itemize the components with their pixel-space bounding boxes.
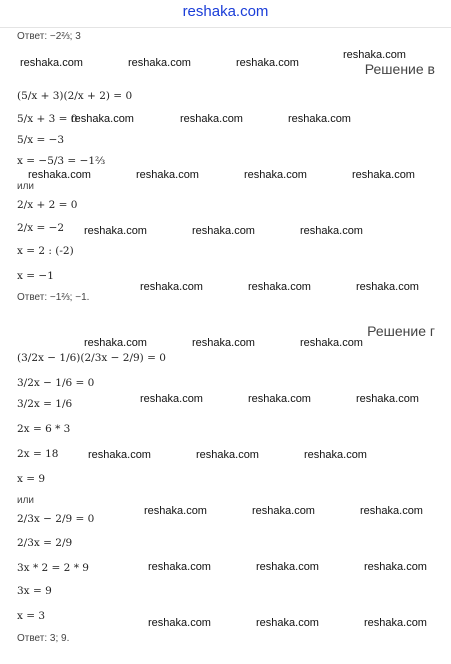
equation-line: x = 2 : (-2) xyxy=(17,245,74,257)
answer-text: Ответ: −1⅔; −1. xyxy=(17,292,90,303)
equation-line: x = 9 xyxy=(17,473,46,485)
equation-line: 2x = 18 xyxy=(17,448,59,460)
equation-line: x = −1 xyxy=(17,270,54,282)
equation-line: 5/x + 3 = 0 xyxy=(17,113,78,125)
equation-line: (5/x + 3)(2/x + 2) = 0 xyxy=(17,90,133,102)
watermark-text: reshaka.com xyxy=(256,617,319,629)
equation-line: 2/3x = 2/9 xyxy=(17,537,73,549)
watermark-text: reshaka.com xyxy=(140,393,203,405)
watermark-text: reshaka.com xyxy=(192,337,255,349)
equation-line: 2/x = −2 xyxy=(17,222,65,234)
answer-text: Ответ: 3; 9. xyxy=(17,633,70,644)
watermark-text: reshaka.com xyxy=(128,57,191,69)
watermark-text: reshaka.com xyxy=(360,505,423,517)
watermark-text: reshaka.com xyxy=(356,393,419,405)
watermark-text: reshaka.com xyxy=(88,449,151,461)
watermark-text: reshaka.com xyxy=(364,561,427,573)
header-divider xyxy=(0,27,451,28)
watermark-text: reshaka.com xyxy=(248,393,311,405)
watermark-text: reshaka.com xyxy=(180,113,243,125)
top-answer: Ответ: −2⅔; 3 xyxy=(17,31,81,42)
watermark-text: reshaka.com xyxy=(252,505,315,517)
watermark-text: reshaka.com xyxy=(196,449,259,461)
watermark-text: reshaka.com xyxy=(192,225,255,237)
section-v-heading: Решение в xyxy=(364,61,435,77)
equation-line: 2/3x − 2/9 = 0 xyxy=(17,513,95,525)
watermark-text: reshaka.com xyxy=(248,281,311,293)
watermark-text: reshaka.com xyxy=(148,617,211,629)
watermark-text: reshaka.com xyxy=(136,169,199,181)
watermark-text: reshaka.com xyxy=(144,505,207,517)
equation-line: 3/2x − 1/6 = 0 xyxy=(17,377,95,389)
watermark-text: reshaka.com xyxy=(148,561,211,573)
equation-line: 5/x = −3 xyxy=(17,134,65,146)
equation-line: 3/2x = 1/6 xyxy=(17,398,73,410)
equation-line: 2/x + 2 = 0 xyxy=(17,199,78,211)
section-g-heading: Решение г xyxy=(367,323,435,339)
equation-line: x = −5/3 = −1⅔ xyxy=(17,155,106,167)
watermark-text: reshaka.com xyxy=(352,169,415,181)
watermark-text: reshaka.com xyxy=(236,57,299,69)
watermark-text: reshaka.com xyxy=(28,169,91,181)
equation-line: 2x = 6 * 3 xyxy=(17,423,71,435)
equation-line: (3/2x − 1/6)(2/3x − 2/9) = 0 xyxy=(17,352,166,364)
site-logo[interactable]: reshaka.com xyxy=(182,3,269,20)
watermark-text: reshaka.com xyxy=(140,281,203,293)
watermark-text: reshaka.com xyxy=(256,561,319,573)
watermark-text: reshaka.com xyxy=(20,57,83,69)
or-text: или xyxy=(17,181,35,192)
watermark-text: reshaka.com xyxy=(244,169,307,181)
watermark-text: reshaka.com xyxy=(288,113,351,125)
watermark-text: reshaka.com xyxy=(364,617,427,629)
watermark-text: reshaka.com xyxy=(71,113,134,125)
equation-line: 3x * 2 = 2 * 9 xyxy=(17,562,89,574)
watermark-text: reshaka.com xyxy=(300,225,363,237)
watermark-text: reshaka.com xyxy=(343,49,406,61)
watermark-text: reshaka.com xyxy=(356,281,419,293)
watermark-text: reshaka.com xyxy=(304,449,367,461)
equation-line: 3x = 9 xyxy=(17,585,52,597)
or-text: или xyxy=(17,495,35,506)
watermark-text: reshaka.com xyxy=(84,225,147,237)
watermark-text: reshaka.com xyxy=(300,337,363,349)
site-header xyxy=(0,0,451,27)
equation-line: x = 3 xyxy=(17,610,46,622)
watermark-text: reshaka.com xyxy=(84,337,147,349)
